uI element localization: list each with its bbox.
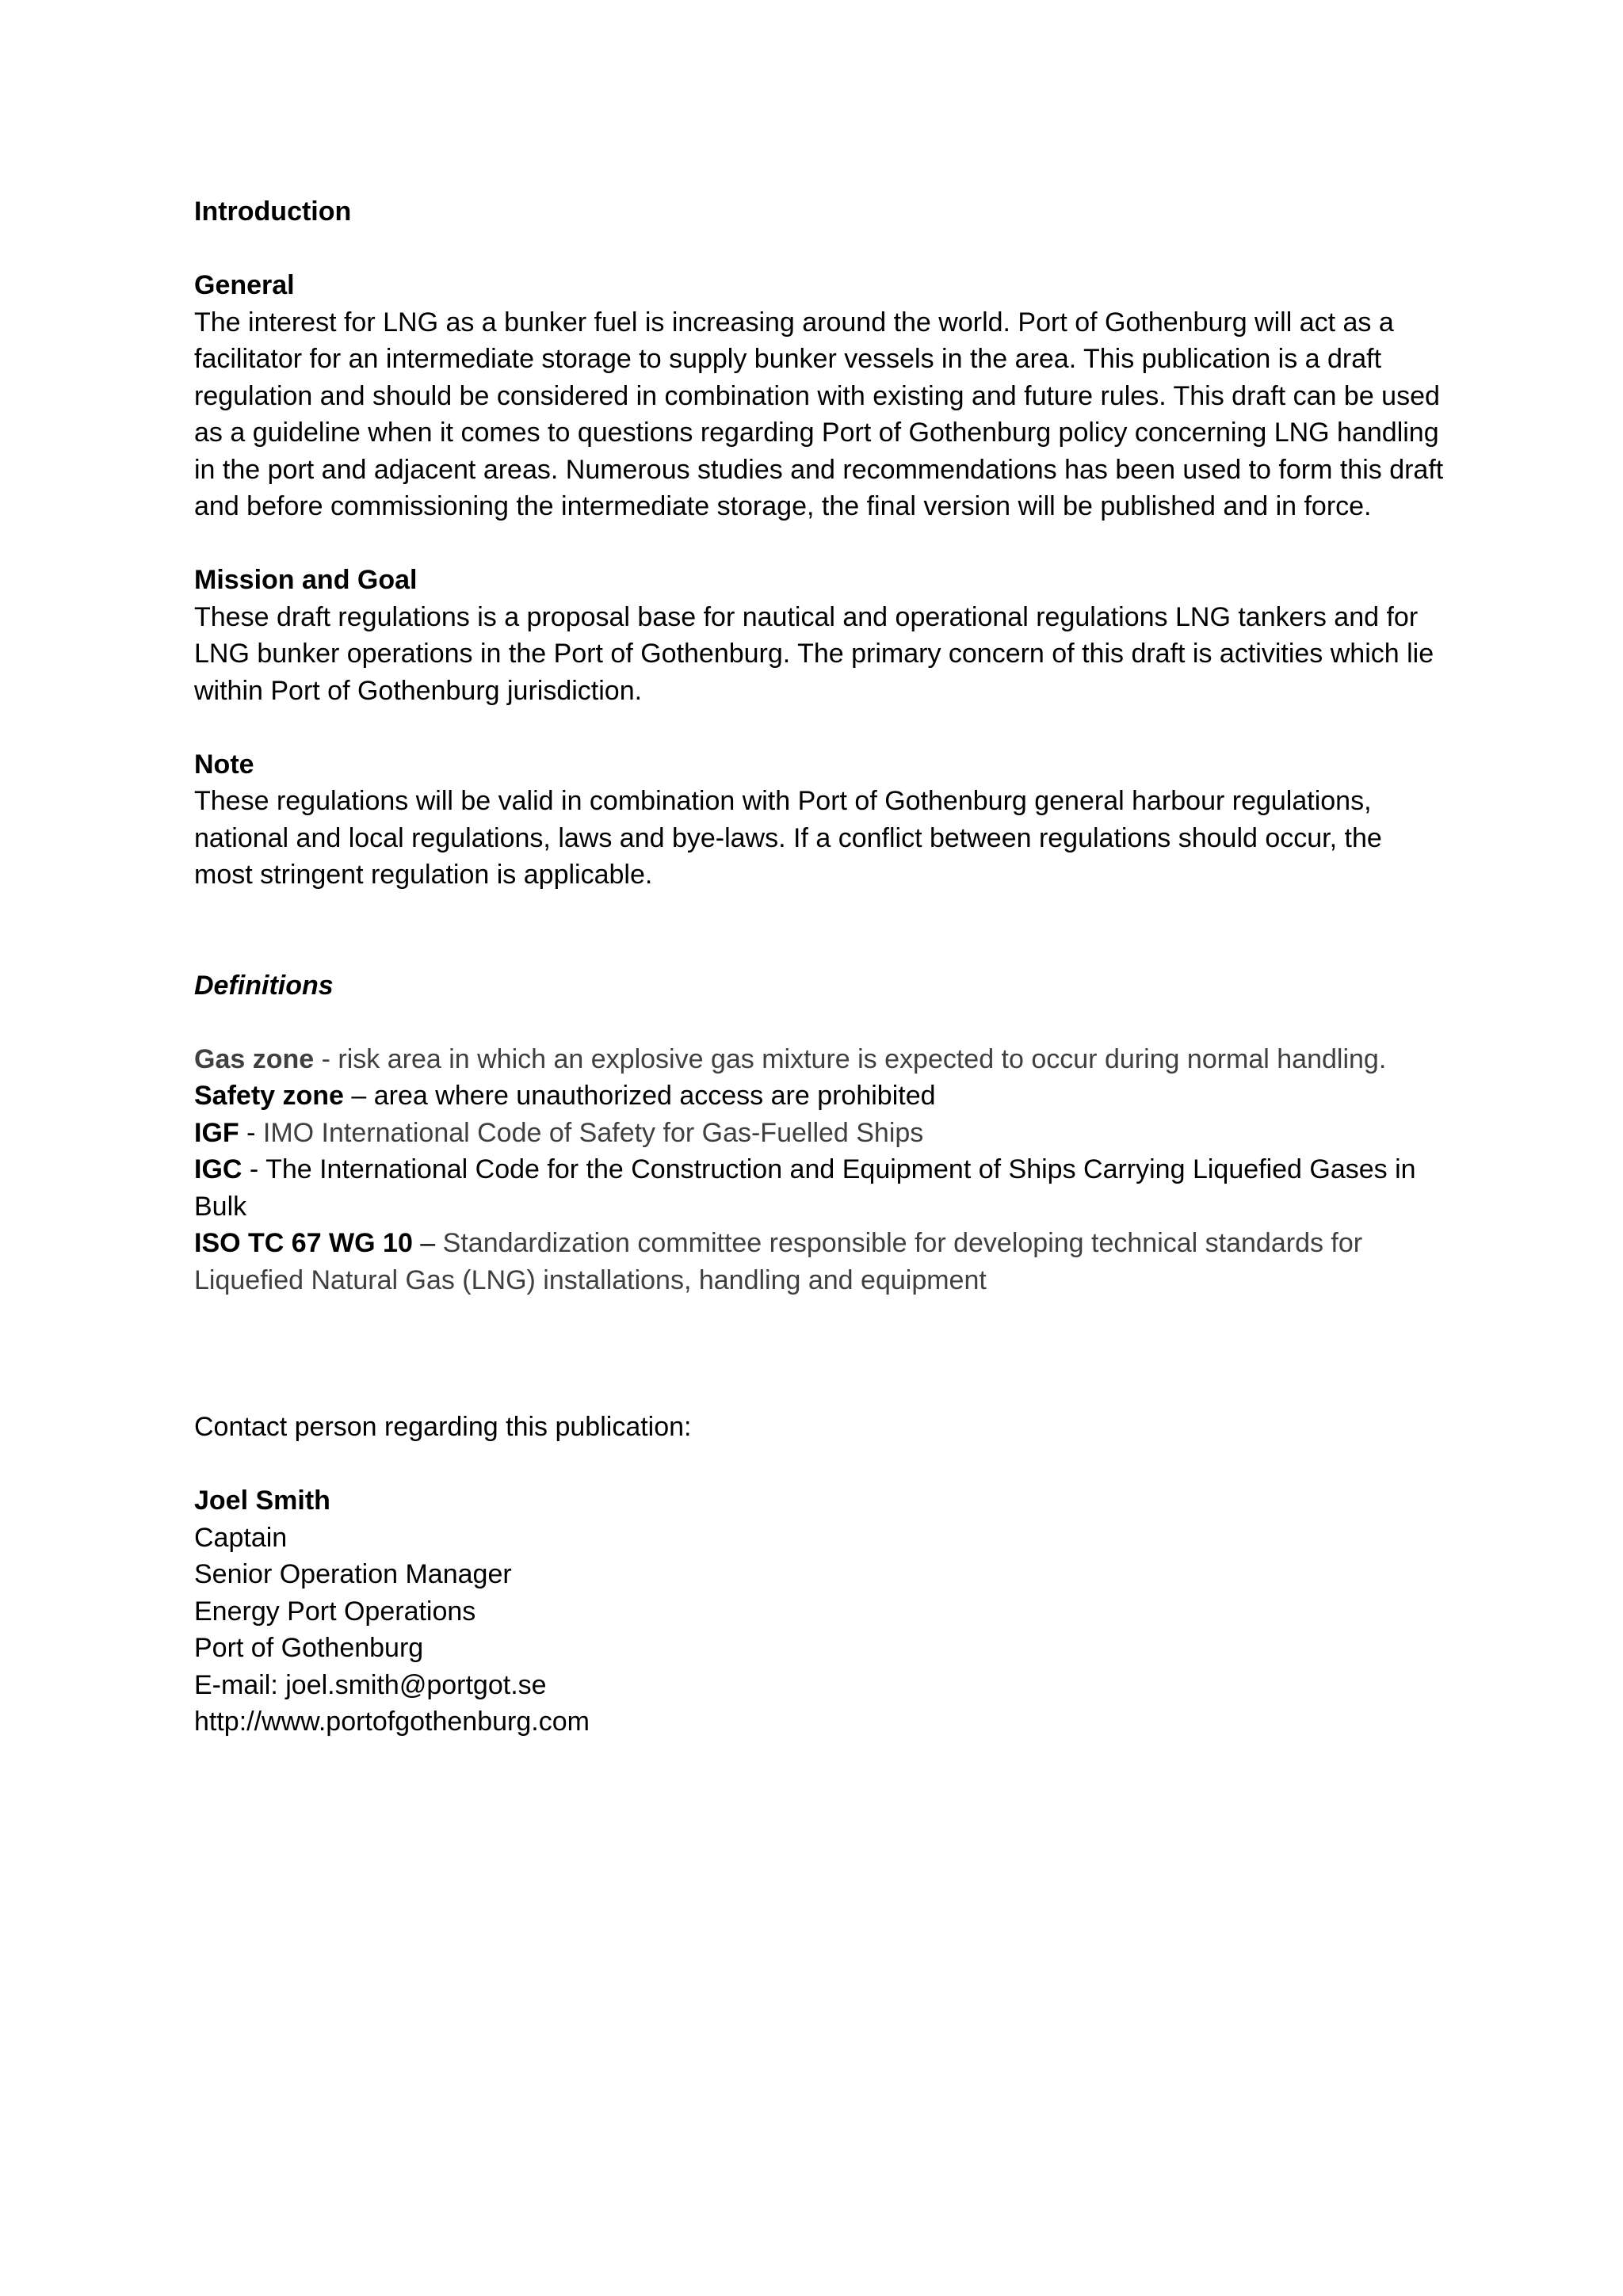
definition-term: ISO TC 67 WG 10 [194, 1228, 413, 1258]
definition-term: Safety zone [194, 1081, 344, 1111]
contact-name: Joel Smith [194, 1486, 330, 1516]
definition-item [194, 1151, 1446, 1225]
definitions-heading: Definitions [194, 970, 334, 1001]
note-body: These regulations will be valid in combination with Port of Gothenburg general harbour regulations, national and local regulations, laws and bye-laws. If a conflict between regulations should occur, the most stringent regulation is applicable. [194, 786, 1382, 890]
note-heading: Note [194, 749, 254, 780]
general-heading: General [194, 270, 295, 300]
contact-department: Energy Port Operations [194, 1596, 476, 1627]
spacer [194, 1299, 1446, 1409]
contact-intro: Contact person regarding this publication: [194, 1412, 692, 1442]
definition-text: Standardization committee responsible for developing technical standards for Liquefied Natural Gas (LNG) installations, handling and equipment [194, 1228, 1363, 1295]
definition-text: risk area in which an explosive gas mixture is expected to occur during normal handling. [338, 1043, 1387, 1074]
definition-term: Gas zone [194, 1043, 315, 1074]
contact-title: Captain [194, 1522, 288, 1553]
spacer [194, 231, 1446, 268]
definition-separator: - [242, 1154, 266, 1184]
definition-item [194, 1225, 1446, 1299]
definition-text: The International Code for the Construction and Equipment of Ships Carrying Liquefied Gases in Bulk [194, 1154, 1416, 1222]
document-page [194, 193, 1446, 1741]
definition-separator: – [412, 1228, 443, 1258]
spacer [194, 894, 1446, 967]
definition-separator: - [314, 1043, 338, 1074]
spacer [194, 1004, 1446, 1041]
definition-term: IGC [194, 1154, 242, 1184]
spacer [194, 525, 1446, 563]
contact-website-link[interactable]: http://www.portofgothenburg.com [194, 1707, 590, 1737]
general-body: The interest for LNG as a bunker fuel is increasing around the world. Port of Gothenburg will act as a facilitator for an intermediate storage to supply bunker vessels in the area. This publication is a draft regulation and should be considered in combination with existing and future rules. This draft can be used as a guideline when it comes to questions regarding Port of Gothenburg policy concerning LNG handling in the port and adjacent areas. Numerous studies and recommendations has been used to form this draft and before commissioning the intermediate storage, the final version will be published and in force. [194, 307, 1444, 521]
definition-separator: - [239, 1117, 263, 1148]
mission-heading: Mission and Goal [194, 565, 418, 595]
definition-item [194, 1115, 1446, 1152]
mission-body: These draft regulations is a proposal base for nautical and operational regulations LNG tankers and for LNG bunker operations in the Port of Gothenburg. The primary concern of this draft is activities which lie within Port of Gothenburg jurisdiction. [194, 601, 1434, 706]
definition-text: area where unauthorized access are prohibited [373, 1081, 936, 1111]
spacer [194, 1446, 1446, 1483]
definition-separator: – [343, 1081, 374, 1111]
definition-item [194, 1077, 1446, 1115]
definition-item [194, 1041, 1446, 1078]
contact-email[interactable]: E-mail: joel.smith@portgot.se [194, 1669, 547, 1700]
definition-text: IMO International Code of Safety for Gas-Fuelled Ships [262, 1117, 924, 1148]
introduction-heading: Introduction [194, 196, 352, 227]
contact-organization: Port of Gothenburg [194, 1633, 424, 1663]
definitions-list [194, 1041, 1446, 1299]
spacer [194, 709, 1446, 746]
definition-term: IGF [194, 1117, 239, 1148]
contact-role: Senior Operation Manager [194, 1559, 512, 1589]
